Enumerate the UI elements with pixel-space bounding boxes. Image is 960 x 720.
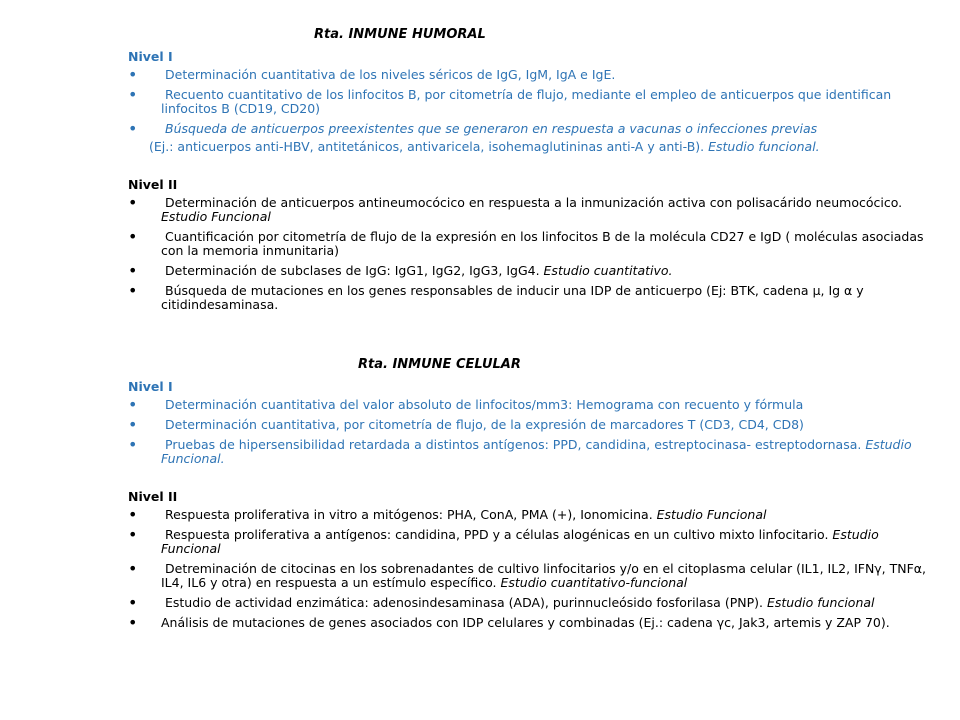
- list-item: [128, 196, 928, 224]
- continuation-text: (Ej.: anticuerpos anti-HBV, antitetánicos, antivaricela, isohemaglutininas anti-A y anti-B).: [149, 139, 709, 154]
- item-text: Determinación cuantitativa del valor absoluto de linfocitos/mm3: Hemograma con recuento y fórmula: [165, 397, 804, 412]
- humoral-heading: Rta. INMUNE HUMORAL: [314, 27, 486, 42]
- item-emphasis: Estudio Funcional: [161, 527, 879, 556]
- list-item: [128, 122, 928, 136]
- item-text: Búsqueda de mutaciones en los genes responsables de inducir una IDP de anticuerpo (Ej: BTK, cadena µ, Ig α y citidindesaminasa.: [161, 283, 864, 312]
- item-emphasis: Estudio funcional: [766, 595, 875, 610]
- item-emphasis: Estudio Funcional.: [161, 437, 912, 466]
- list-item: [128, 88, 928, 116]
- item-text: Determinación cuantitativa, por citometría de flujo, de la expresión de marcadores T (CD3, CD4, CD8): [165, 417, 804, 432]
- item-emphasis: Estudio Funcional: [161, 209, 271, 224]
- celular-heading: Rta. INMUNE CELULAR: [358, 357, 521, 372]
- humoral-nivel2-title: Nivel II: [128, 177, 178, 192]
- list-item: [128, 616, 928, 630]
- item-text: Determinación cuantitativa de los niveles séricos de IgG, IgM, IgA e IgE.: [165, 67, 616, 82]
- humoral-nivel1-continuation: [128, 140, 928, 154]
- item-text: Recuento cuantitativo de los linfocitos B, por citometría de flujo, mediante el empleo de anticuerpos que identifican linfocitos B (CD19, CD20): [161, 87, 892, 116]
- list-item: [128, 438, 928, 466]
- celular-nivel1-title: Nivel I: [128, 379, 173, 394]
- item-text: Análisis de mutaciones de genes asociados con IDP celulares y combinadas (Ej.: cadena γc, Jak3, artemis y ZAP 70).: [161, 615, 890, 630]
- list-item: [128, 562, 928, 590]
- celular-section: [128, 358, 928, 636]
- humoral-nivel1-title: Nivel I: [128, 49, 173, 64]
- item-text: Pruebas de hipersensibilidad retardada a distintos antígenos: PPD, candidina, estreptocinasa- estreptodornasa.: [165, 437, 866, 452]
- list-item: [128, 508, 928, 522]
- item-text: Respuesta proliferativa in vitro a mitógenos: PHA, ConA, PMA (+), Ionomicina.: [165, 507, 657, 522]
- list-item: [128, 596, 928, 610]
- list-item: [128, 418, 928, 432]
- item-text: Determinación de subclases de IgG: IgG1, IgG2, IgG3, IgG4.: [165, 263, 544, 278]
- continuation-emphasis: Estudio funcional.: [708, 139, 820, 154]
- humoral-nivel2-list: [128, 196, 928, 312]
- celular-nivel2-list: [128, 508, 928, 630]
- humoral-nivel1-list: [128, 68, 928, 136]
- list-item: [128, 398, 928, 412]
- item-text: Determinación de anticuerpos antineumocócico en respuesta a la inmunización activa con polisacárido neumocócico.: [165, 195, 903, 210]
- list-item: [128, 528, 928, 556]
- list-item: [128, 68, 928, 82]
- humoral-section: [128, 28, 928, 318]
- item-text: Cuantificación por citometría de flujo de la expresión en los linfocitos B de la molécula CD27 e IgD ( moléculas asociadas con la memoria inmunitaria): [161, 229, 924, 258]
- item-emphasis: Estudio cuantitativo.: [543, 263, 673, 278]
- list-item: [128, 230, 928, 258]
- list-item: [128, 264, 928, 278]
- list-item: [128, 284, 928, 312]
- celular-nivel2-title: Nivel II: [128, 489, 178, 504]
- item-text: Detreminación de citocinas en los sobrenadantes de cultivo linfocitarios y/o en el citoplasma celular (IL1, IL2, IFNγ, TNFα, IL4, IL6 y otra) en respuesta a un estímulo específico.: [161, 561, 927, 590]
- item-text: Búsqueda de anticuerpos preexistentes que se generaron en respuesta a vacunas o infecciones previas: [165, 121, 818, 136]
- item-emphasis: Estudio cuantitativo-funcional: [500, 575, 688, 590]
- item-text: Estudio de actividad enzimática: adenosindesaminasa (ADA), purinnucleósido fosforilasa (PNP).: [165, 595, 767, 610]
- item-text: Respuesta proliferativa a antígenos: candidina, PPD y a células alogénicas en un cultivo mixto linfocitario.: [165, 527, 833, 542]
- celular-nivel1-list: [128, 398, 928, 466]
- item-emphasis: Estudio Funcional: [656, 507, 767, 522]
